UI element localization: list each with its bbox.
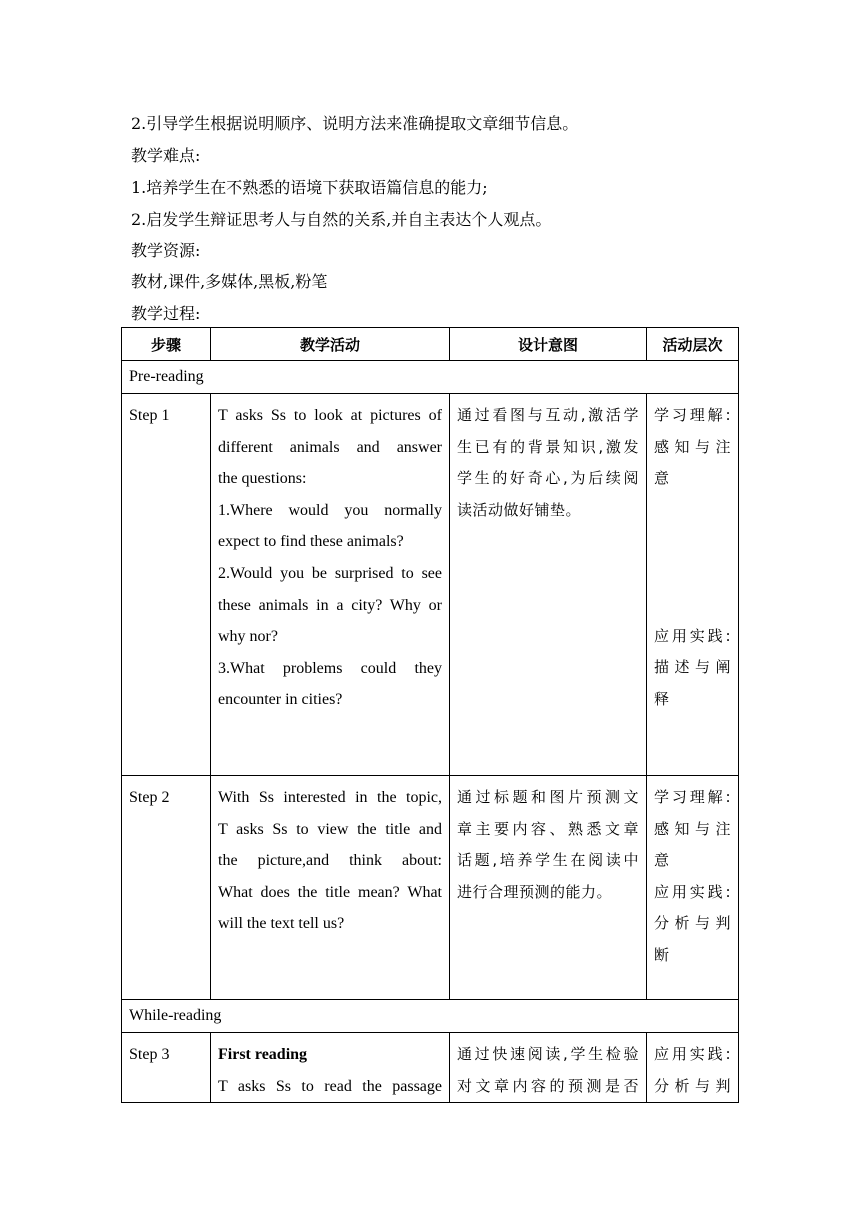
activity-line: T asks Ss to view the title and <box>218 820 442 838</box>
intent-cell <box>450 394 646 526</box>
activity-line: different animals and answer <box>218 438 442 456</box>
table-row <box>122 776 739 1000</box>
level-line: 分析与判 <box>654 914 731 933</box>
intent-line: 读活动做好铺垫。 <box>457 500 582 519</box>
level-line: 意 <box>654 851 670 870</box>
intent-cell <box>450 1033 646 1102</box>
activity-line: will the text tell us? <box>218 915 345 933</box>
difficulty-item-1: 1.培养学生在不熟悉的语境下获取语篇信息的能力; <box>131 178 488 197</box>
level-line: 学习理解: <box>654 406 731 424</box>
activity-line: 2.Would you be surprised to see <box>218 564 442 582</box>
activity-line: T asks Ss to look at pictures of <box>218 407 442 424</box>
difficulty-item-2: 2.启发学生辩证思考人与自然的关系,并自主表达个人观点。 <box>131 210 552 229</box>
table-header-row <box>122 328 739 361</box>
level-line: 分析与判 <box>654 1076 731 1095</box>
activity-line: 3.What problems could they <box>218 659 442 677</box>
intent-line: 通过标题和图片预测文 <box>457 788 639 806</box>
step-label: Step 3 <box>129 1046 170 1063</box>
level-line: 感知与注 <box>654 819 731 838</box>
header-activity: 教学活动 <box>211 328 450 361</box>
header-step: 步骤 <box>122 328 211 361</box>
section-row-pre-reading <box>122 361 739 394</box>
resources-heading: 教学资源: <box>131 241 201 260</box>
level-line: 描述与阐 <box>654 658 731 677</box>
activity-line: encounter in cities? <box>218 691 343 709</box>
level-line: 感知与注 <box>654 437 731 456</box>
activity-title: First reading <box>218 1046 308 1063</box>
section-label: While-reading <box>129 1007 222 1024</box>
intent-line: 章主要内容、熟悉文章 <box>457 819 639 838</box>
intent-line: 对文章内容的预测是否 <box>457 1076 639 1095</box>
activity-cell <box>211 1033 449 1102</box>
level-line: 应用实践: <box>654 1045 731 1063</box>
level-cell <box>647 394 738 716</box>
activity-line: expect to find these animals? <box>218 533 404 551</box>
intent-cell <box>450 776 646 908</box>
intent-line: 学生的好奇心,为后续阅 <box>457 469 639 488</box>
level-line: 断 <box>654 945 670 964</box>
difficulty-heading: 教学难点: <box>131 146 201 165</box>
objective-line-2: 2.引导学生根据说明顺序、说明方法来准确提取文章细节信息。 <box>131 114 579 133</box>
level-cell <box>647 1033 738 1102</box>
intent-line: 话题,培养学生在阅读中 <box>457 851 639 870</box>
table-row <box>122 394 739 776</box>
activity-line: these animals in a city? Why or <box>218 596 442 614</box>
level-line: 意 <box>654 469 670 488</box>
activity-line: the picture,and think about: <box>218 852 442 870</box>
level-line: 应用实践: <box>654 626 731 645</box>
activity-line: why nor? <box>218 628 278 646</box>
activity-cell <box>211 394 449 716</box>
activity-cell <box>211 776 449 940</box>
header-level: 活动层次 <box>647 328 739 361</box>
level-cell <box>647 776 738 972</box>
level-line: 应用实践: <box>654 882 731 901</box>
resources-list: 教材,课件,多媒体,黑板,粉笔 <box>131 272 328 291</box>
intent-line: 通过快速阅读,学生检验 <box>457 1045 639 1063</box>
activity-line: T asks Ss to read the passage <box>218 1077 442 1095</box>
activity-line: 1.Where would you normally <box>218 501 442 519</box>
step-label: Step 1 <box>129 407 170 424</box>
intent-line: 通过看图与互动,激活学 <box>457 406 639 424</box>
activity-line: What does the title mean? What <box>218 883 442 901</box>
lesson-table <box>121 327 739 1103</box>
intent-line: 进行合理预测的能力。 <box>457 882 613 901</box>
level-line: 学习理解: <box>654 788 731 806</box>
table-row <box>122 1033 739 1103</box>
intent-line: 生已有的背景知识,激发 <box>457 437 639 456</box>
step-label: Step 2 <box>129 789 170 806</box>
section-row-while-reading <box>122 1000 739 1033</box>
level-line: 释 <box>654 689 670 708</box>
header-intent: 设计意图 <box>450 328 647 361</box>
section-label: Pre-reading <box>129 368 204 385</box>
process-heading: 教学过程: <box>131 304 201 323</box>
activity-line: With Ss interested in the topic, <box>218 789 442 806</box>
activity-line: the questions: <box>218 470 307 488</box>
